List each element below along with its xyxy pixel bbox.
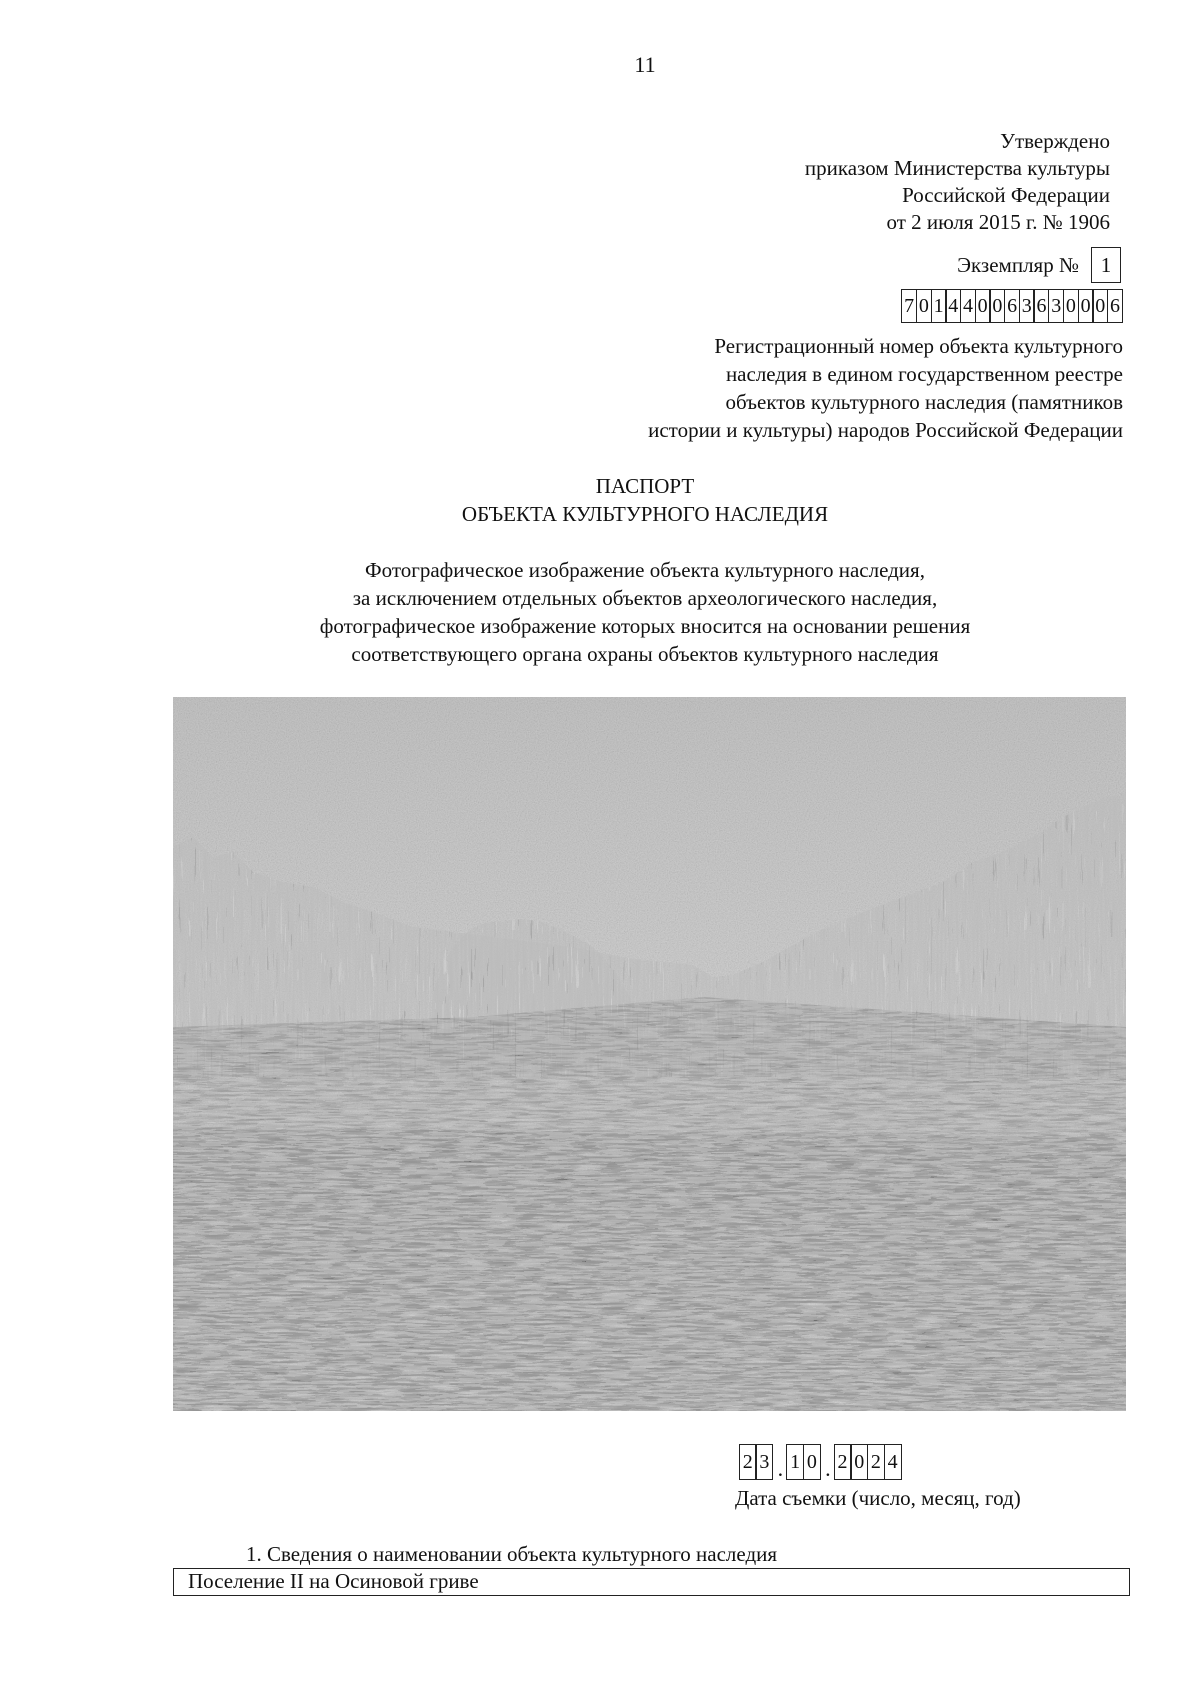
registration-digit: 1	[931, 289, 947, 323]
date-digit: 2	[739, 1444, 757, 1480]
date-digit: 0	[803, 1444, 821, 1480]
registration-caption-line: истории и культуры) народов Российской Федерации	[648, 418, 1123, 442]
approval-line: Утверждено	[1000, 129, 1110, 153]
registration-digit: 0	[1078, 289, 1094, 323]
document-title	[0, 472, 1200, 528]
copy-number-label: Экземпляр №	[957, 252, 1079, 277]
shoot-date-month	[787, 1444, 820, 1480]
date-digit: 1	[786, 1444, 804, 1480]
section-heading: 1. Сведения о наименовании объекта культурного наследия	[246, 1542, 778, 1566]
date-digit: 0	[850, 1444, 868, 1480]
date-digit: 4	[884, 1444, 902, 1480]
registration-digit: 6	[1107, 289, 1123, 323]
registration-caption-line: Регистрационный номер объекта культурного	[714, 334, 1123, 358]
registration-digit: 6	[1004, 289, 1020, 323]
object-name-field: Поселение II на Осиновой гриве	[173, 1568, 1130, 1596]
date-separator: .	[825, 1456, 831, 1481]
photo-caption-line: за исключением отдельных объектов археологического наследия,	[352, 586, 938, 610]
registration-digit: 3	[1048, 289, 1064, 323]
copy-number-row	[957, 247, 1121, 283]
date-digit: 2	[867, 1444, 885, 1480]
registration-digit: 4	[960, 289, 976, 323]
registration-digit: 6	[1033, 289, 1049, 323]
date-digit: 3	[755, 1444, 773, 1480]
registration-digit: 0	[975, 289, 991, 323]
registration-digit: 0	[1063, 289, 1079, 323]
registration-digit: 4	[945, 289, 961, 323]
shoot-date-year	[835, 1444, 902, 1480]
date-separator: .	[777, 1456, 784, 1481]
photo-caption-line: Фотографическое изображение объекта культурного наследия,	[365, 558, 925, 582]
date-digit: 2	[834, 1444, 852, 1480]
shoot-date-day	[740, 1444, 773, 1480]
registration-caption-line: наследия в едином государственном реестре	[725, 362, 1123, 386]
copy-number-box: 1	[1091, 247, 1121, 283]
registration-digit: 0	[989, 289, 1005, 323]
registration-digit: 3	[1019, 289, 1035, 323]
title-line: ПАСПОРТ	[595, 474, 695, 498]
shoot-date-row	[740, 1444, 902, 1480]
site-photo	[173, 697, 1126, 1411]
page-number: 11	[634, 52, 656, 77]
photo-caption-line: соответствующего органа охраны объектов культурного наследия	[351, 642, 939, 666]
registration-caption-line: объектов культурного наследия (памятников	[725, 390, 1123, 414]
approval-line: приказом Министерства культуры	[804, 156, 1110, 180]
registration-caption	[648, 332, 1123, 444]
registration-digit: 7	[901, 289, 917, 323]
title-line: ОБЪЕКТА КУЛЬТУРНОГО НАСЛЕДИЯ	[461, 502, 829, 526]
shoot-date-caption: Дата съемки (число, месяц, год)	[735, 1486, 1021, 1510]
approval-block	[805, 128, 1110, 236]
approval-line: Российской Федерации	[902, 183, 1110, 207]
photo-caption	[0, 556, 1200, 668]
registration-number-cells	[902, 289, 1123, 323]
registration-digit: 0	[916, 289, 932, 323]
photo-caption-line: фотографическое изображение которых вносится на основании решения	[319, 614, 971, 638]
approval-line: от 2 июля 2015 г. № 1906	[886, 210, 1110, 234]
registration-digit: 0	[1092, 289, 1108, 323]
